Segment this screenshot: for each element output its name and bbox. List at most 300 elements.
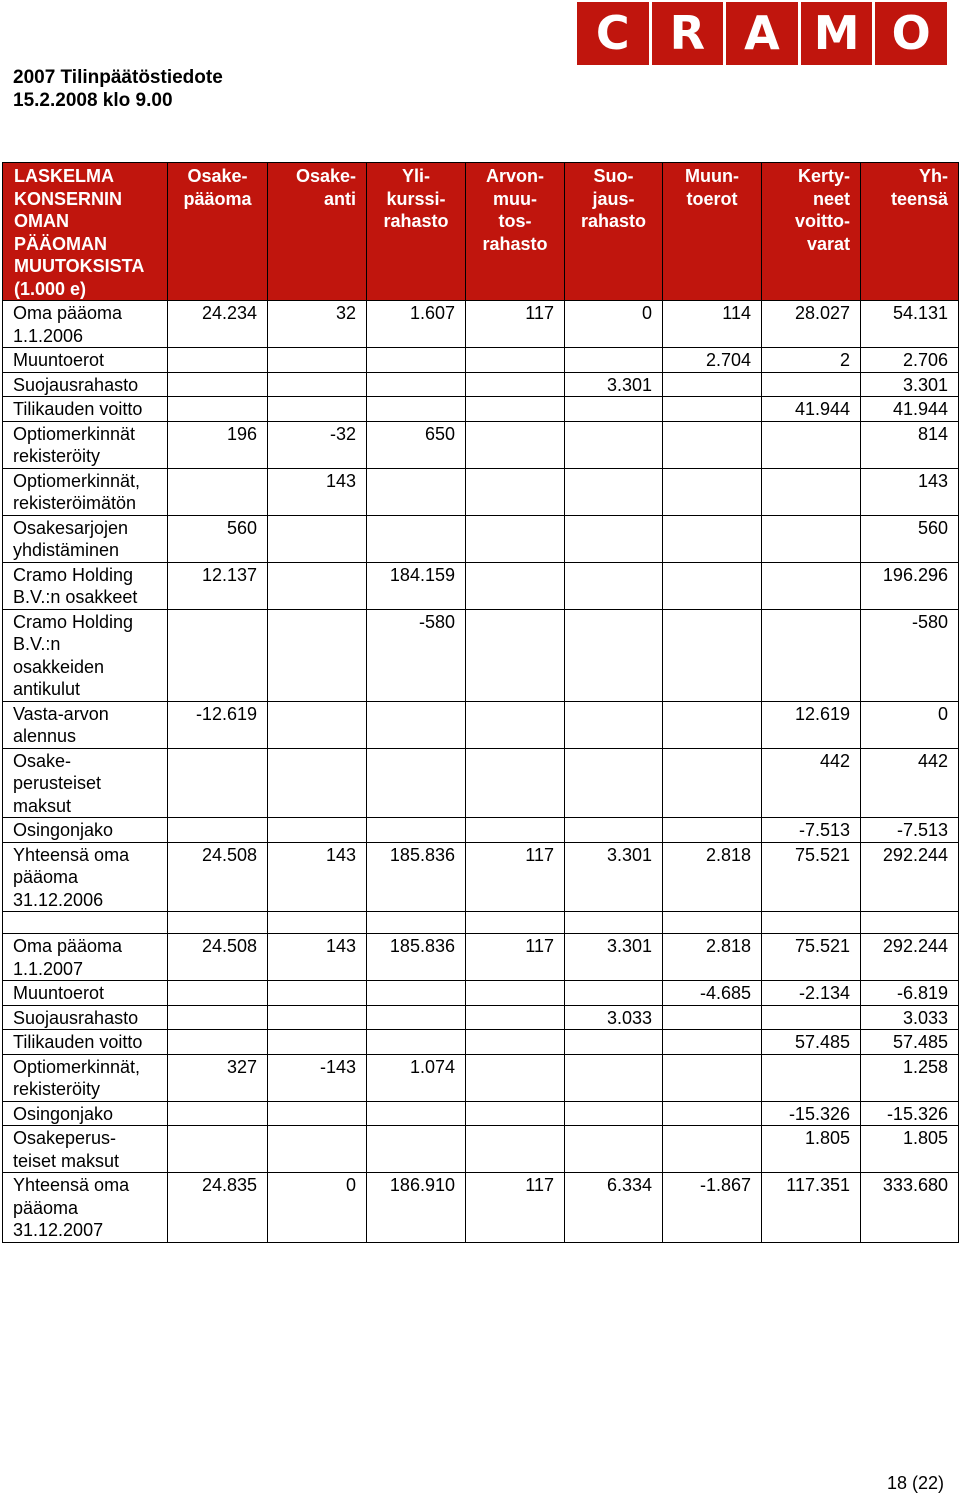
row-label — [3, 421, 168, 468]
value-cell — [466, 1054, 565, 1101]
value-cell: 54.131 — [861, 301, 959, 348]
table-row — [3, 562, 959, 609]
value-cell — [367, 701, 466, 748]
value-cell: 2 — [762, 348, 861, 373]
value-cell — [466, 1005, 565, 1030]
value-cell: 24.508 — [168, 842, 268, 912]
value-cell — [663, 818, 762, 843]
row-label — [3, 1126, 168, 1173]
row-label-line: B.V.:n osakkeet — [13, 587, 138, 607]
value-cell: 75.521 — [762, 934, 861, 981]
value-cell — [565, 1126, 663, 1173]
value-cell — [663, 1101, 762, 1126]
value-cell: -4.685 — [663, 981, 762, 1006]
value-cell: -2.134 — [762, 981, 861, 1006]
value-cell — [565, 348, 663, 373]
value-cell — [168, 348, 268, 373]
value-cell — [762, 468, 861, 515]
value-cell: 24.508 — [168, 934, 268, 981]
column-header — [466, 163, 565, 301]
value-cell: 143 — [861, 468, 959, 515]
value-cell — [466, 468, 565, 515]
value-cell: -580 — [367, 609, 466, 701]
value-cell — [268, 981, 367, 1006]
value-cell — [565, 515, 663, 562]
value-cell — [565, 468, 663, 515]
column-header — [168, 163, 268, 301]
value-cell: 3.301 — [565, 842, 663, 912]
table-title-line: OMAN — [14, 211, 69, 231]
value-cell — [466, 748, 565, 818]
value-cell — [565, 421, 663, 468]
value-cell: 196 — [168, 421, 268, 468]
value-cell — [663, 562, 762, 609]
value-cell: 2.706 — [861, 348, 959, 373]
row-label-line: pääoma — [13, 1197, 79, 1218]
value-cell — [367, 397, 466, 422]
table-title-line: MUUTOKSISTA — [14, 256, 145, 276]
table-row — [3, 301, 959, 348]
logo-letter: A — [726, 2, 798, 65]
value-cell — [663, 515, 762, 562]
value-cell: 41.944 — [861, 397, 959, 422]
row-label-line: rekisteröity — [13, 446, 101, 466]
value-cell — [367, 348, 466, 373]
value-cell — [466, 818, 565, 843]
value-cell: 2.818 — [663, 842, 762, 912]
column-header-line: Osake- — [295, 166, 356, 186]
table-title-line: LASKELMA — [14, 166, 114, 186]
value-cell: 1.074 — [367, 1054, 466, 1101]
value-cell: 185.836 — [367, 934, 466, 981]
row-label-line: Osake- — [13, 750, 72, 771]
value-cell: -32 — [268, 421, 367, 468]
spacer-cell — [367, 912, 466, 934]
table-row — [3, 701, 959, 748]
value-cell: 184.159 — [367, 562, 466, 609]
value-cell — [466, 1030, 565, 1055]
value-cell: 41.944 — [762, 397, 861, 422]
value-cell — [268, 562, 367, 609]
column-header — [565, 163, 663, 301]
table-row — [3, 468, 959, 515]
value-cell — [168, 748, 268, 818]
table-row — [3, 748, 959, 818]
row-label-line: Yhteensä oma — [13, 844, 130, 865]
spacer-cell — [168, 912, 268, 934]
row-label-line: Osakeperus- — [13, 1128, 117, 1148]
column-header — [762, 163, 861, 301]
table-row — [3, 1126, 959, 1173]
equity-changes-table — [2, 162, 959, 1243]
value-cell — [762, 515, 861, 562]
value-cell: -143 — [268, 1054, 367, 1101]
row-label — [3, 981, 168, 1006]
column-header-line: voitto- — [795, 211, 850, 231]
value-cell: -7.513 — [762, 818, 861, 843]
spacer-cell — [861, 912, 959, 934]
value-cell — [565, 1054, 663, 1101]
value-cell — [663, 1054, 762, 1101]
row-label — [3, 609, 168, 701]
value-cell: 0 — [268, 1173, 367, 1243]
value-cell: 117 — [466, 301, 565, 348]
value-cell — [268, 372, 367, 397]
value-cell — [367, 515, 466, 562]
value-cell — [168, 1030, 268, 1055]
row-label-line: rekisteröity — [13, 1079, 101, 1099]
spacer-cell — [663, 912, 762, 934]
row-label — [3, 562, 168, 609]
value-cell — [663, 748, 762, 818]
column-header-line: pääoma — [183, 188, 252, 209]
value-cell: 327 — [168, 1054, 268, 1101]
column-header-line: tos- — [498, 211, 532, 231]
row-label-line: 1.1.2007 — [13, 958, 84, 979]
row-label-line: 31.12.2006 — [13, 889, 104, 910]
table-row — [3, 1030, 959, 1055]
value-cell — [565, 818, 663, 843]
value-cell — [268, 609, 367, 701]
value-cell — [663, 701, 762, 748]
row-label-line: Osingonjako — [13, 1103, 114, 1124]
row-label-line: Tilikauden voitto — [13, 1032, 143, 1052]
column-header-line: toerot — [686, 188, 738, 209]
value-cell — [663, 372, 762, 397]
row-label-line: rekisteröimätön — [13, 493, 137, 513]
value-cell — [565, 562, 663, 609]
value-cell — [168, 468, 268, 515]
row-label-line: yhdistäminen — [13, 540, 120, 560]
row-label — [3, 1101, 168, 1126]
value-cell: 143 — [268, 934, 367, 981]
value-cell — [565, 748, 663, 818]
document-header — [13, 66, 223, 112]
value-cell — [367, 1101, 466, 1126]
value-cell: 3.033 — [861, 1005, 959, 1030]
row-label-line: Cramo Holding — [13, 611, 134, 632]
document-title: 2007 Tilinpäätöstiedote — [13, 67, 223, 88]
row-label-line: Oma pääoma — [13, 936, 123, 956]
value-cell: 12.137 — [168, 562, 268, 609]
table-row — [3, 397, 959, 422]
row-label — [3, 842, 168, 912]
value-cell — [565, 397, 663, 422]
value-cell: 814 — [861, 421, 959, 468]
cramo-logo — [577, 2, 947, 65]
value-cell: 333.680 — [861, 1173, 959, 1243]
value-cell — [565, 1101, 663, 1126]
value-cell — [466, 609, 565, 701]
value-cell — [565, 701, 663, 748]
value-cell — [367, 748, 466, 818]
column-header-line: muu- — [493, 188, 537, 209]
logo-letter: R — [652, 2, 724, 65]
row-label-line: Osingonjako — [13, 820, 114, 840]
row-label-line: antikulut — [13, 679, 81, 699]
value-cell: 650 — [367, 421, 466, 468]
row-label — [3, 748, 168, 818]
column-header — [861, 163, 959, 301]
column-header-line: anti — [323, 188, 356, 209]
table-row — [3, 1101, 959, 1126]
value-cell — [565, 981, 663, 1006]
row-label — [3, 1054, 168, 1101]
row-label — [3, 301, 168, 348]
table-title-line: (1.000 e) — [14, 278, 87, 299]
value-cell — [168, 1101, 268, 1126]
value-cell — [762, 1005, 861, 1030]
column-header-line: Suo- — [593, 166, 634, 186]
column-header-line: Yli- — [401, 166, 430, 186]
value-cell — [762, 372, 861, 397]
value-cell: 0 — [565, 301, 663, 348]
column-header-line: rahasto — [383, 211, 449, 231]
value-cell — [466, 701, 565, 748]
column-header-line: Yh- — [919, 166, 948, 186]
value-cell: 117 — [466, 842, 565, 912]
row-label-line: pääoma — [13, 867, 79, 887]
value-cell — [762, 421, 861, 468]
row-label — [3, 1005, 168, 1030]
row-label — [3, 1173, 168, 1243]
spacer-cell — [565, 912, 663, 934]
logo-letter: C — [577, 2, 649, 65]
row-label — [3, 397, 168, 422]
value-cell — [762, 562, 861, 609]
row-label-line: Optiomerkinnät, — [13, 470, 141, 491]
value-cell: 143 — [268, 468, 367, 515]
value-cell — [268, 397, 367, 422]
value-cell: -1.867 — [663, 1173, 762, 1243]
row-label-line: Vasta-arvon — [13, 703, 109, 724]
row-label-line: osakkeiden — [13, 656, 105, 677]
value-cell — [367, 372, 466, 397]
value-cell: 28.027 — [762, 301, 861, 348]
value-cell: 57.485 — [762, 1030, 861, 1055]
table-row — [3, 609, 959, 701]
value-cell: 117 — [466, 1173, 565, 1243]
value-cell: 2.704 — [663, 348, 762, 373]
value-cell — [168, 1126, 268, 1173]
value-cell — [663, 609, 762, 701]
document-datetime: 15.2.2008 klo 9.00 — [13, 90, 173, 111]
value-cell: 114 — [663, 301, 762, 348]
value-cell — [466, 1126, 565, 1173]
column-header-line: Osake- — [187, 166, 248, 186]
value-cell: 196.296 — [861, 562, 959, 609]
row-label-line: B.V.:n — [13, 634, 61, 654]
value-cell: -15.326 — [762, 1101, 861, 1126]
value-cell — [268, 701, 367, 748]
value-cell: 3.301 — [565, 934, 663, 981]
row-label-line: maksut — [13, 795, 72, 816]
column-header-line: rahasto — [482, 233, 548, 254]
value-cell: 24.835 — [168, 1173, 268, 1243]
row-label — [3, 818, 168, 843]
table-row — [3, 515, 959, 562]
value-cell: -15.326 — [861, 1101, 959, 1126]
value-cell — [268, 1030, 367, 1055]
column-header-line: rahasto — [580, 211, 647, 231]
table-row — [3, 934, 959, 981]
column-header-line: jaus- — [592, 188, 635, 209]
table-row — [3, 1173, 959, 1243]
value-cell — [168, 372, 268, 397]
value-cell: 24.234 — [168, 301, 268, 348]
value-cell: 57.485 — [861, 1030, 959, 1055]
value-cell — [367, 1005, 466, 1030]
value-cell — [367, 818, 466, 843]
value-cell — [268, 1005, 367, 1030]
row-label-line: Yhteensä oma — [13, 1175, 130, 1195]
value-cell: 12.619 — [762, 701, 861, 748]
value-cell: 1.258 — [861, 1054, 959, 1101]
value-cell — [268, 818, 367, 843]
value-cell — [663, 397, 762, 422]
table-title-line: PÄÄOMAN — [14, 233, 107, 254]
column-header-line: teensä — [890, 188, 948, 209]
column-header-line: kurssi- — [386, 188, 446, 209]
row-label-line: teiset maksut — [13, 1150, 120, 1171]
column-header-line: neet — [812, 188, 850, 209]
spacer-cell — [268, 912, 367, 934]
value-cell — [268, 1126, 367, 1173]
table-row — [3, 818, 959, 843]
table-title-line: KONSERNIN — [14, 188, 123, 209]
value-cell: 185.836 — [367, 842, 466, 912]
table-row — [3, 348, 959, 373]
row-label — [3, 515, 168, 562]
value-cell — [367, 1126, 466, 1173]
value-cell — [663, 1030, 762, 1055]
logo-letter: O — [875, 2, 947, 65]
spacer-row — [3, 912, 959, 934]
column-header — [663, 163, 762, 301]
value-cell: 442 — [762, 748, 861, 818]
column-header — [367, 163, 466, 301]
row-label-line: 31.12.2007 — [13, 1220, 104, 1240]
value-cell: 2.818 — [663, 934, 762, 981]
row-label-line: Osakesarjojen — [13, 517, 129, 538]
row-label-line: Optiomerkinnät, — [13, 1056, 141, 1077]
row-label — [3, 701, 168, 748]
spacer-cell — [3, 912, 168, 934]
value-cell: 560 — [168, 515, 268, 562]
value-cell: 442 — [861, 748, 959, 818]
value-cell: -12.619 — [168, 701, 268, 748]
value-cell — [268, 1101, 367, 1126]
value-cell — [168, 818, 268, 843]
value-cell: 32 — [268, 301, 367, 348]
spacer-cell — [466, 912, 565, 934]
row-label-line: Muuntoerot — [13, 983, 105, 1003]
value-cell: 186.910 — [367, 1173, 466, 1243]
value-cell — [663, 468, 762, 515]
value-cell: 560 — [861, 515, 959, 562]
value-cell: 117.351 — [762, 1173, 861, 1243]
value-cell — [268, 515, 367, 562]
table-row — [3, 1005, 959, 1030]
value-cell: 6.334 — [565, 1173, 663, 1243]
value-cell — [367, 981, 466, 1006]
row-label-line: 1.1.2006 — [13, 325, 84, 346]
value-cell — [168, 1005, 268, 1030]
column-header-line: varat — [806, 233, 850, 254]
row-label — [3, 348, 168, 373]
row-label — [3, 468, 168, 515]
value-cell — [466, 562, 565, 609]
value-cell: 1.607 — [367, 301, 466, 348]
value-cell — [168, 981, 268, 1006]
value-cell — [663, 1126, 762, 1173]
value-cell — [466, 1101, 565, 1126]
value-cell: 292.244 — [861, 842, 959, 912]
row-label-line: Suojausrahasto — [13, 374, 139, 395]
value-cell — [466, 372, 565, 397]
value-cell: 117 — [466, 934, 565, 981]
value-cell — [762, 1054, 861, 1101]
value-cell — [268, 348, 367, 373]
table-row — [3, 981, 959, 1006]
value-cell: 143 — [268, 842, 367, 912]
table-row — [3, 372, 959, 397]
row-label-line: Tilikauden voitto — [13, 399, 143, 419]
column-header-line: Kerty- — [797, 166, 850, 186]
value-cell — [466, 397, 565, 422]
spacer-cell — [762, 912, 861, 934]
table-header-row — [3, 163, 959, 301]
row-label-line: perusteiset — [13, 773, 102, 793]
row-label — [3, 372, 168, 397]
row-label — [3, 934, 168, 981]
row-label-line: Optiomerkinnät — [13, 423, 136, 444]
value-cell — [367, 1030, 466, 1055]
value-cell: 3.301 — [565, 372, 663, 397]
table-title — [3, 163, 168, 301]
row-label-line: Oma pääoma — [13, 303, 123, 323]
value-cell — [466, 348, 565, 373]
value-cell: 292.244 — [861, 934, 959, 981]
table-row — [3, 421, 959, 468]
table-row — [3, 842, 959, 912]
row-label-line: Cramo Holding — [13, 564, 134, 585]
value-cell: 3.033 — [565, 1005, 663, 1030]
value-cell: 75.521 — [762, 842, 861, 912]
value-cell — [565, 609, 663, 701]
value-cell: 1.805 — [762, 1126, 861, 1173]
row-label-line: Suojausrahasto — [13, 1007, 139, 1028]
value-cell — [168, 397, 268, 422]
value-cell — [663, 421, 762, 468]
value-cell — [367, 468, 466, 515]
value-cell: 3.301 — [861, 372, 959, 397]
value-cell: -580 — [861, 609, 959, 701]
page-number: 18 (22) — [886, 1473, 944, 1493]
row-label-line: alennus — [13, 726, 77, 746]
logo-letter: M — [801, 2, 873, 65]
column-header-line: Muun- — [685, 166, 739, 186]
value-cell — [466, 421, 565, 468]
value-cell — [663, 1005, 762, 1030]
column-header-line: Arvon- — [486, 166, 544, 186]
value-cell — [466, 515, 565, 562]
column-header — [268, 163, 367, 301]
value-cell: 0 — [861, 701, 959, 748]
table-row — [3, 1054, 959, 1101]
value-cell: -6.819 — [861, 981, 959, 1006]
value-cell — [268, 748, 367, 818]
